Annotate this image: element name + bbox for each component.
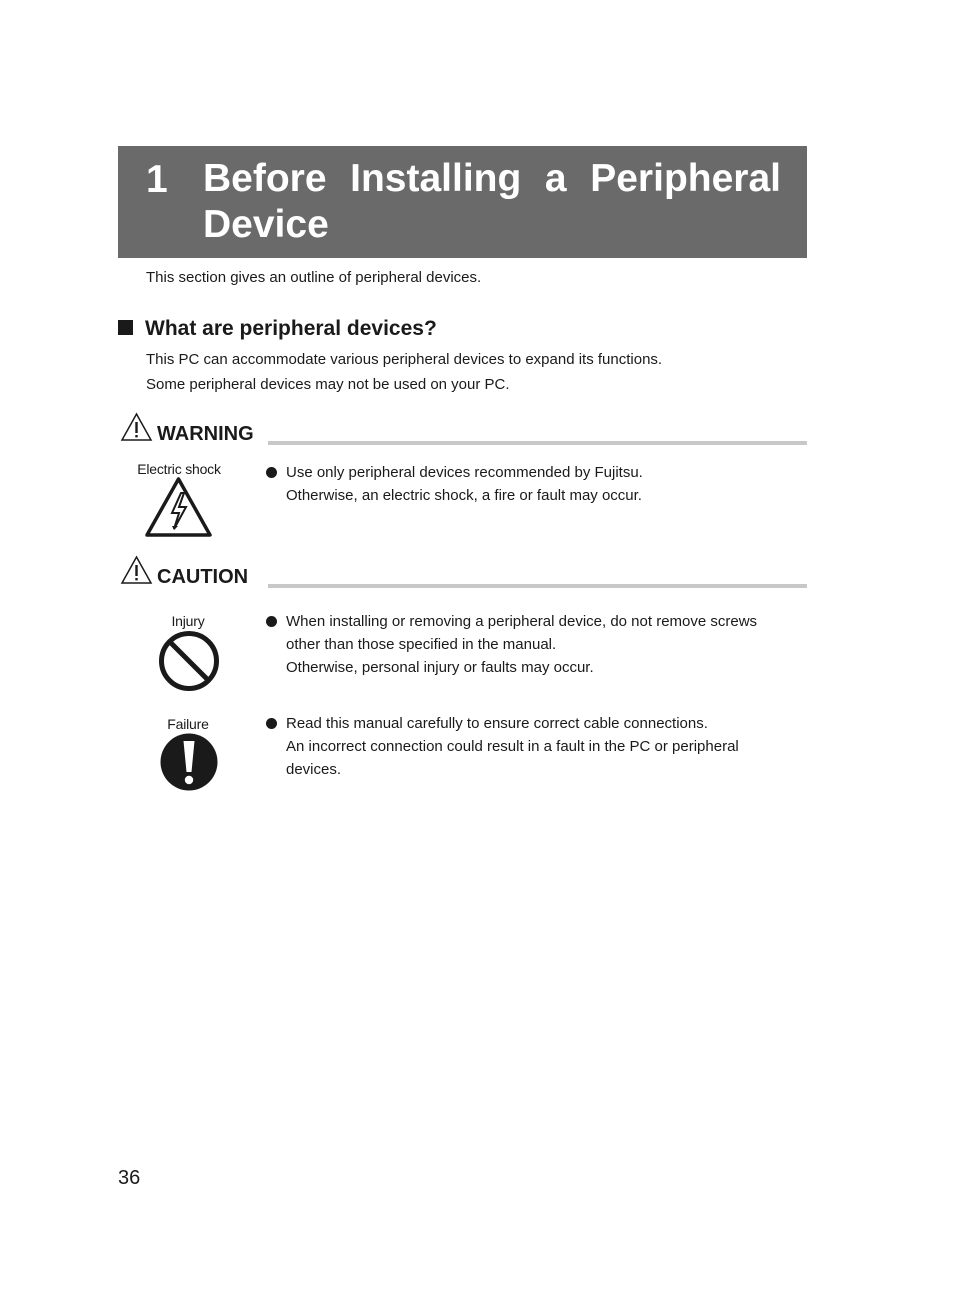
bullet-dot-icon bbox=[266, 718, 277, 729]
warning-triangle-icon bbox=[120, 412, 153, 442]
intro-text: This section gives an outline of peripheral devices. bbox=[146, 269, 482, 286]
caution-line: devices. bbox=[286, 761, 342, 778]
chapter-number: 1 bbox=[146, 158, 168, 201]
page-number: 36 bbox=[118, 1167, 141, 1189]
section-body-line: Some peripheral devices may not be used on your PC. bbox=[146, 376, 510, 393]
caution-rule bbox=[268, 584, 807, 588]
caution-label: CAUTION bbox=[157, 566, 249, 588]
electric-shock-icon bbox=[145, 477, 212, 537]
square-bullet-icon bbox=[118, 320, 133, 335]
caution-triangle-icon bbox=[120, 555, 153, 585]
warning-heading bbox=[120, 412, 254, 446]
warning-rule bbox=[268, 441, 807, 445]
caution-line: Read this manual carefully to ensure correct cable connections. bbox=[286, 715, 708, 732]
warning-line: Otherwise, an electric shock, a fire or fault may occur. bbox=[286, 487, 642, 504]
warning-line: Use only peripheral devices recommended by Fujitsu. bbox=[286, 464, 643, 481]
caution-line: other than those specified in the manual. bbox=[286, 636, 557, 653]
electric-shock-label: Electric shock bbox=[137, 461, 221, 477]
bullet-dot-icon bbox=[266, 467, 277, 478]
caution-line: When installing or removing a peripheral device, do not remove screws bbox=[286, 613, 758, 630]
exclamation-icon bbox=[159, 732, 219, 792]
section-heading-text: What are peripheral devices? bbox=[145, 317, 437, 340]
bullet-dot-icon bbox=[266, 616, 277, 627]
caution-line: An incorrect connection could result in a fault in the PC or peripheral bbox=[286, 738, 739, 755]
chapter-title: Before Installing a Peripheral Device bbox=[203, 157, 781, 246]
failure-label: Failure bbox=[167, 716, 209, 732]
injury-label: Injury bbox=[171, 613, 205, 629]
section-heading bbox=[118, 317, 437, 341]
prohibition-icon bbox=[158, 630, 220, 692]
section-body-line: This PC can accommodate various peripheral devices to expand its functions. bbox=[146, 351, 663, 368]
warning-label: WARNING bbox=[157, 423, 254, 445]
caution-line: Otherwise, personal injury or faults may occur. bbox=[286, 659, 594, 676]
chapter-title-bar bbox=[118, 146, 807, 258]
caution-heading bbox=[120, 555, 248, 589]
